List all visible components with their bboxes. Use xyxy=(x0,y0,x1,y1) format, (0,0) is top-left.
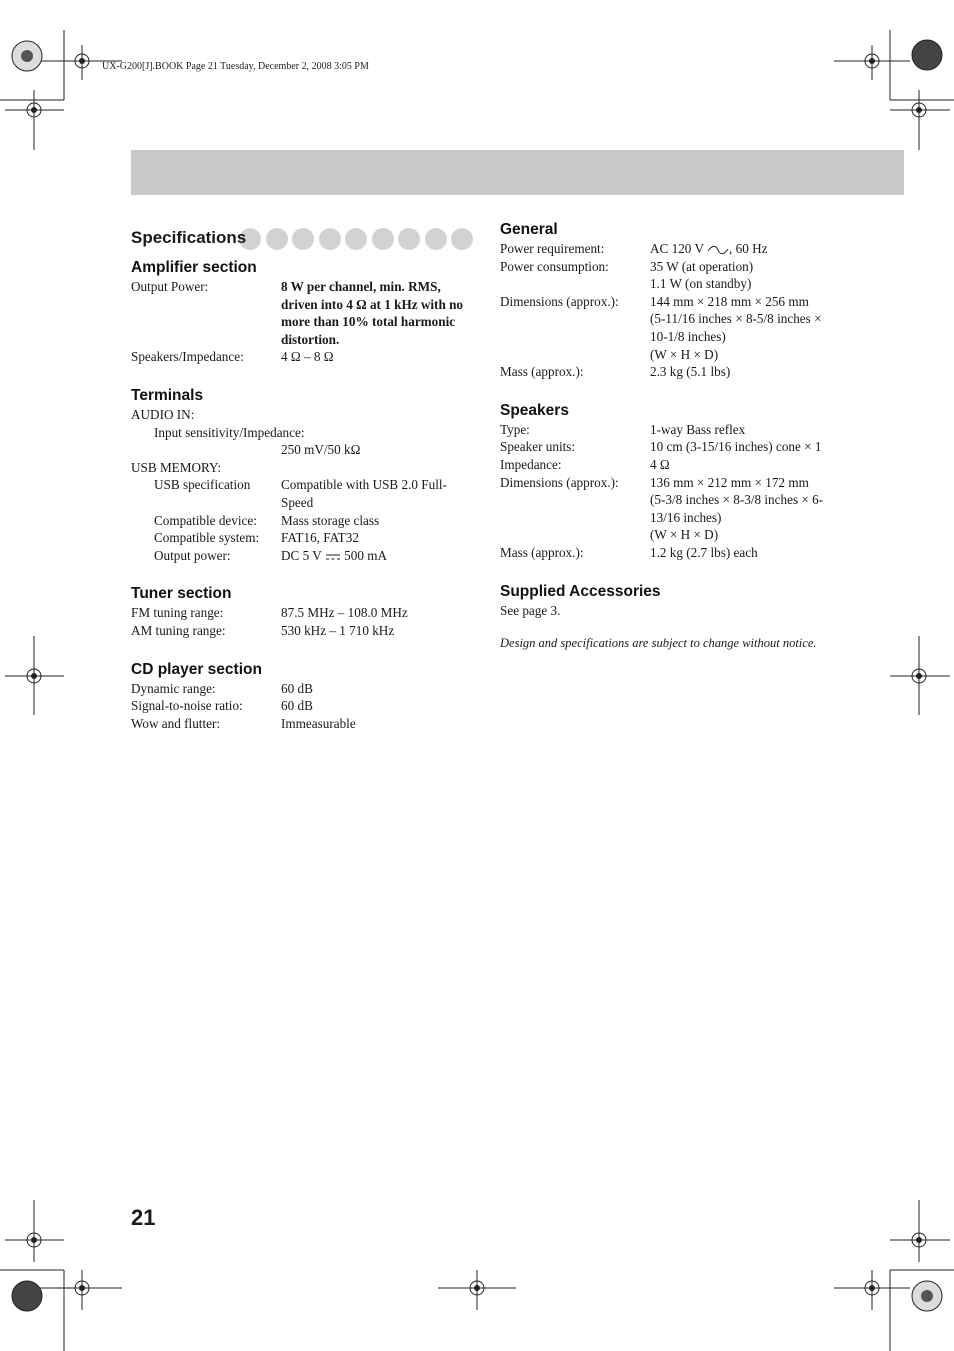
audio-in-label: AUDIO IN: xyxy=(131,406,195,422)
spec-row-power-requirement xyxy=(500,240,880,258)
spec-label: Signal-to-noise ratio: xyxy=(131,698,243,714)
spec-row-mass xyxy=(500,363,880,381)
spec-label: Type: xyxy=(500,421,530,437)
spec-row-wow-flutter xyxy=(131,715,481,733)
accessories-text: See page 3. xyxy=(500,602,561,618)
spec-value xyxy=(650,258,880,293)
spec-value: 1.2 kg (2.7 lbs) each xyxy=(650,544,758,560)
dimension-line: (W × H × D) xyxy=(650,527,719,543)
dimension-line: (5-3/8 inches × 8-3/8 inches × 6- xyxy=(650,492,824,508)
spec-value: 87.5 MHz – 108.0 MHz xyxy=(281,605,408,621)
spec-value: 60 dB xyxy=(281,698,313,714)
page-title: Specifications xyxy=(131,228,247,247)
spec-value xyxy=(281,476,481,511)
spec-label: Output power: xyxy=(154,547,231,563)
dimension-line: (5-11/16 inches × 8-5/8 inches × xyxy=(650,311,822,327)
cd-heading: CD player section xyxy=(131,660,262,678)
spec-value: 4 Ω xyxy=(650,456,670,472)
spec-row-dynamic-range xyxy=(131,680,481,698)
spec-row-power-consumption xyxy=(500,258,880,293)
spec-label: Wow and flutter: xyxy=(131,715,221,731)
spec-label: Speaker units: xyxy=(500,439,576,455)
dimension-line: 13/16 inches) xyxy=(650,509,722,525)
print-header-meta: UX-G200[J].BOOK Page 21 Tuesday, December 2, 2008 3:05 PM xyxy=(102,61,369,72)
right-column xyxy=(500,220,880,653)
dc-current: 500 mA xyxy=(344,547,388,563)
disclaimer-note: Design and specifications are subject to change without notice. xyxy=(500,636,817,651)
ac-frequency: , 60 Hz xyxy=(729,241,768,256)
dimension-line: 136 mm × 212 mm × 172 mm xyxy=(650,474,809,490)
input-sensitivity-value: 250 mV/50 kΩ xyxy=(281,442,361,458)
spec-value xyxy=(650,293,880,363)
spec-label: Dynamic range: xyxy=(131,680,216,696)
spec-row-am xyxy=(131,622,481,640)
terminals-heading: Terminals xyxy=(131,386,204,404)
title-dots-decoration xyxy=(239,228,473,250)
spec-value xyxy=(650,240,880,258)
ac-voltage: AC 120 V xyxy=(650,241,704,256)
spec-row-dimensions xyxy=(500,293,880,363)
spec-label: Dimensions (approx.): xyxy=(500,293,619,309)
spec-label: Power requirement: xyxy=(500,241,605,256)
spec-row-speakers-impedance xyxy=(131,348,481,366)
title-row xyxy=(131,226,481,250)
spec-row-compat-system xyxy=(131,529,481,547)
spec-value xyxy=(281,547,481,565)
input-sensitivity-label: Input sensitivity/Impedance: xyxy=(154,424,305,440)
dimension-line: (W × H × D) xyxy=(650,346,719,362)
spec-label: Mass (approx.): xyxy=(500,544,584,560)
spec-row-type xyxy=(500,421,880,439)
page-number: 21 xyxy=(131,1205,156,1230)
output-line: driven into 4 Ω at 1 kHz with no xyxy=(281,296,464,312)
usb-spec-line: Speed xyxy=(281,494,314,510)
spec-value: 2.3 kg (5.1 lbs) xyxy=(650,364,731,380)
spec-value: 4 Ω – 8 Ω xyxy=(281,349,334,365)
spec-label: Compatible system: xyxy=(154,530,260,546)
spec-value: 10 cm (3-15/16 inches) cone × 1 xyxy=(650,439,822,455)
spec-row-usb-output-power xyxy=(131,547,481,565)
spec-label: AM tuning range: xyxy=(131,622,226,638)
spec-label: FM tuning range: xyxy=(131,605,224,621)
spec-value: 530 kHz – 1 710 kHz xyxy=(281,622,395,638)
general-heading: General xyxy=(500,221,558,238)
output-line: distortion. xyxy=(281,331,340,347)
spec-value: 60 dB xyxy=(281,680,313,696)
spec-label: Power consumption: xyxy=(500,258,609,274)
ac-symbol-icon xyxy=(707,245,729,255)
power-standby: 1.1 W (on standby) xyxy=(650,276,752,292)
spec-label: Dimensions (approx.): xyxy=(500,474,619,490)
output-line: more than 10% total harmonic xyxy=(281,314,456,330)
spec-value: Mass storage class xyxy=(281,512,380,528)
usb-spec-line: Compatible with USB 2.0 Full- xyxy=(281,477,447,493)
spec-value xyxy=(281,278,481,348)
dimension-line: 10-1/8 inches) xyxy=(650,328,726,344)
left-column xyxy=(131,226,481,732)
spec-value: Immeasurable xyxy=(281,715,356,731)
spec-label: Speakers/Impedance: xyxy=(131,349,244,365)
amplifier-heading: Amplifier section xyxy=(131,259,257,276)
spec-row-speaker-mass xyxy=(500,544,880,562)
power-operation: 35 W (at operation) xyxy=(650,258,754,274)
spec-row-fm xyxy=(131,604,481,622)
dimension-line: 144 mm × 218 mm × 256 mm xyxy=(650,293,809,309)
tuner-heading: Tuner section xyxy=(131,585,232,603)
output-line: 8 W per channel, min. RMS, xyxy=(281,279,441,294)
dc-symbol-icon xyxy=(325,552,341,562)
spec-row-impedance xyxy=(500,456,880,474)
dc-voltage: DC 5 V xyxy=(281,547,322,563)
header-band xyxy=(131,150,904,195)
spec-value: FAT16, FAT32 xyxy=(281,530,359,546)
spec-row-snr xyxy=(131,697,481,715)
spec-label: Impedance: xyxy=(500,456,562,472)
speakers-heading: Speakers xyxy=(500,401,569,419)
spec-row-output-power xyxy=(131,278,481,348)
spec-label: USB specification xyxy=(154,477,251,493)
spec-label: Output Power: xyxy=(131,279,209,294)
usb-memory-label: USB MEMORY: xyxy=(131,459,222,475)
spec-label: Compatible device: xyxy=(154,512,257,528)
spec-value: 1-way Bass reflex xyxy=(650,421,746,437)
spec-row-speaker-dimensions xyxy=(500,474,880,544)
spec-label: Mass (approx.): xyxy=(500,364,584,380)
spec-row-speaker-units xyxy=(500,438,880,456)
spec-value xyxy=(650,474,880,544)
accessories-heading: Supplied Accessories xyxy=(500,582,661,600)
spec-row-compat-device xyxy=(131,512,481,530)
spec-row-usb-spec xyxy=(131,476,481,511)
